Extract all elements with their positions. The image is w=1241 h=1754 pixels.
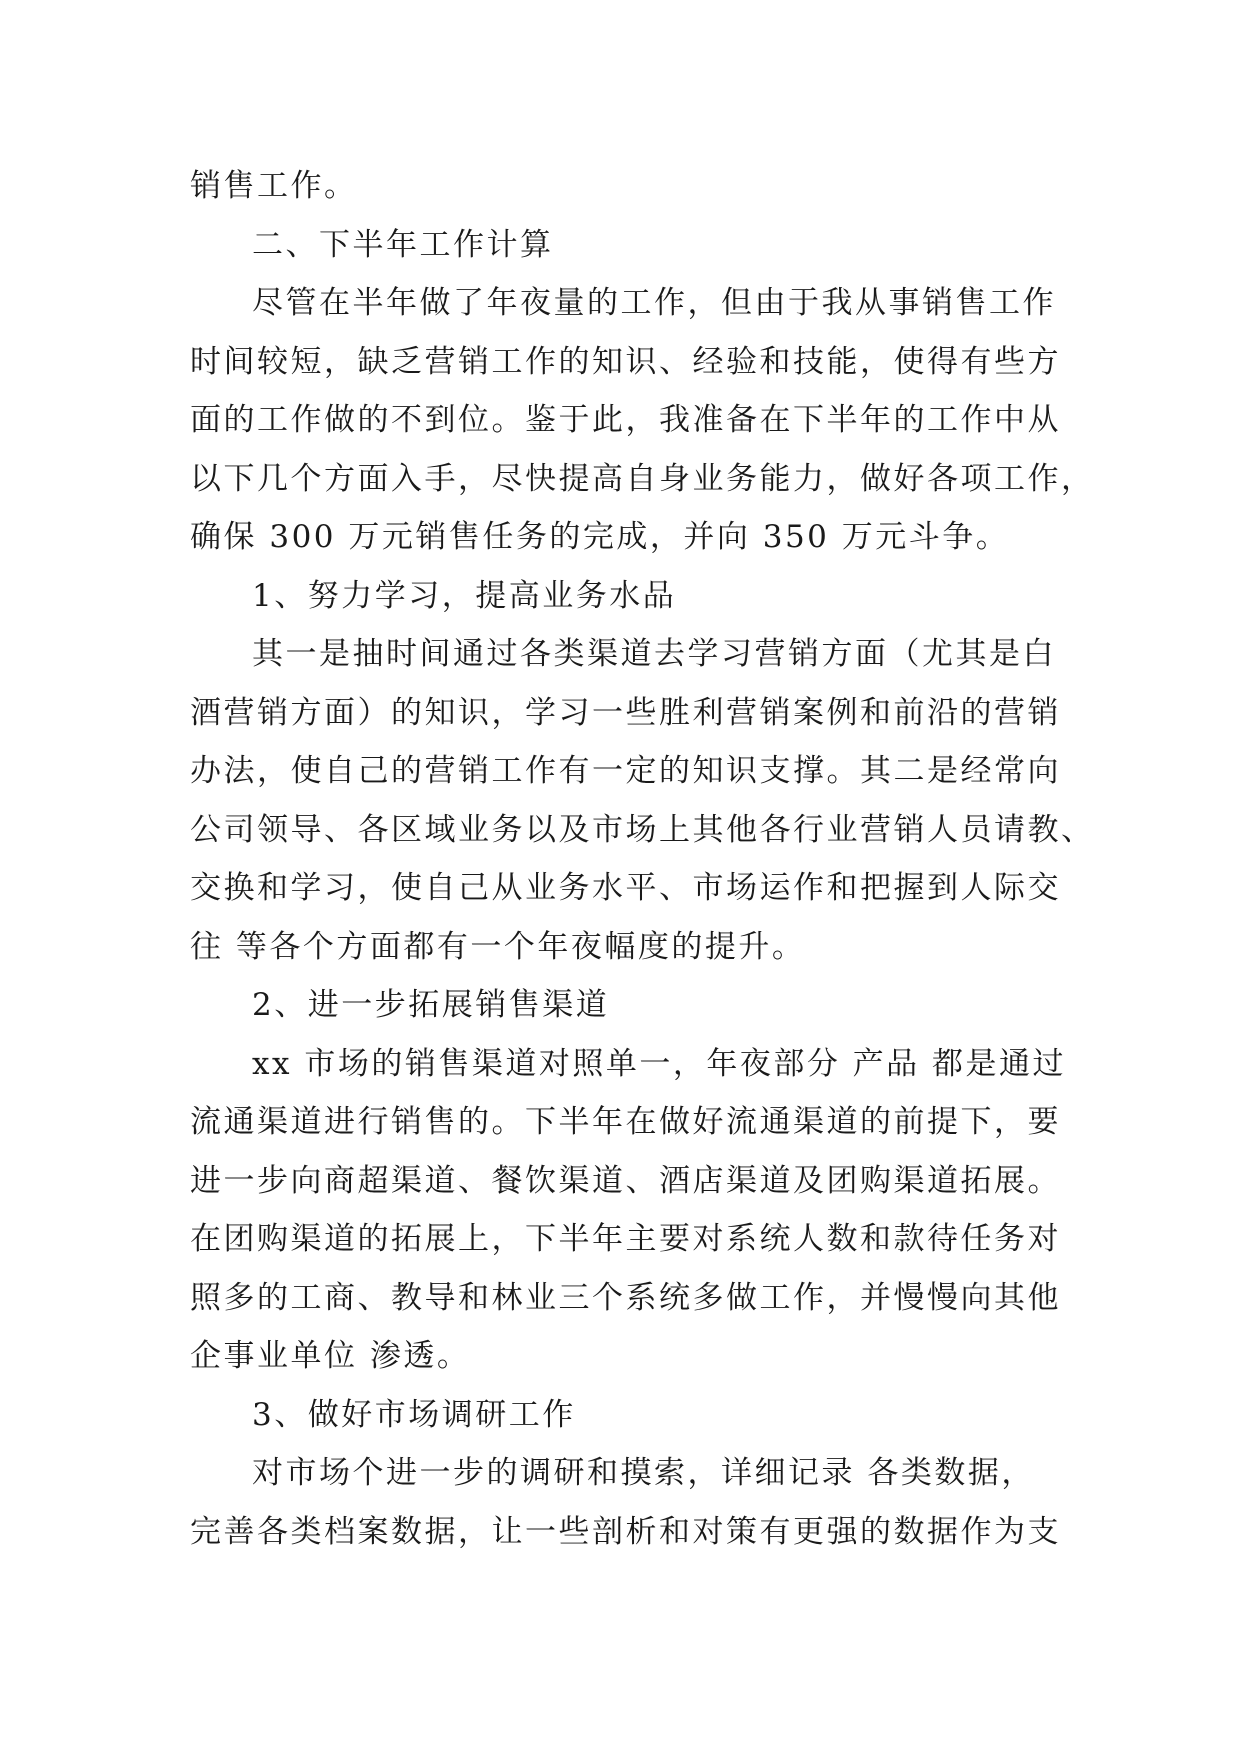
text-line: 以下几个方面入手，尽快提高自身业务能力，做好各项工作， <box>190 460 1095 497</box>
text-line: xx 市场的销售渠道对照单一，年夜部分 产品 都是通过 <box>252 1045 1067 1082</box>
text-line: 流通渠道进行销售的。下半年在做好流通渠道的前提下，要 <box>190 1104 1061 1140</box>
text-line: 往 等各个方面都有一个年夜幅度的提升。 <box>190 928 806 965</box>
text-line: 其一是抽时间通过各类渠道去学习营销方面（尤其是白 <box>252 636 1056 672</box>
text-line: 面的工作做的不到位。鉴于此，我准备在下半年的工作中从 <box>190 402 1061 438</box>
text-line: 完善各类档案数据，让一些剖析和对策有更强的数据作为支 <box>190 1513 1061 1550</box>
text-line: 企事业单位 渗透。 <box>190 1338 471 1374</box>
text-line: 在团购渠道的拓展上，下半年主要对系统人数和款待任务对 <box>190 1221 1061 1257</box>
text-line: 酒营销方面）的知识，学习一些胜利营销案例和前沿的营销 <box>190 694 1061 731</box>
text-line: 尽管在半年做了年夜量的工作，但由于我从事销售工作 <box>252 285 1056 321</box>
text-line: 照多的工商、教导和林业三个系统多做工作，并慢慢向其他 <box>190 1279 1061 1316</box>
text-line: 交换和学习，使自己从业务水平、市场运作和把握到人际交 <box>190 870 1061 906</box>
text-line: 进一步向商超渠道、餐饮渠道、酒店渠道及团购渠道拓展。 <box>190 1162 1061 1199</box>
text-line: 公司领导、各区域业务以及市场上其他各行业营销人员请教、 <box>190 811 1095 848</box>
document-body <box>190 157 1095 1561</box>
text-line: 确保 300 万元销售任务的完成，并向 350 万元斗争。 <box>190 519 1010 555</box>
text-line: 时间较短，缺乏营销工作的知识、经验和技能，使得有些方 <box>190 343 1061 380</box>
subsection-heading: 3、做好市场调研工作 <box>252 1396 576 1433</box>
section-heading: 二、下半年工作计算 <box>252 226 554 263</box>
text-line: 办法，使自己的营销工作有一定的知识支撑。其二是经常向 <box>190 753 1061 789</box>
subsection-heading: 2、进一步拓展销售渠道 <box>252 987 610 1023</box>
text-line: 销售工作。 <box>190 168 358 204</box>
subsection-heading: 1、努力学习，提高业务水品 <box>252 577 677 614</box>
text-line: 对市场个进一步的调研和摸索，详细记录 各类数据， <box>252 1455 1035 1491</box>
